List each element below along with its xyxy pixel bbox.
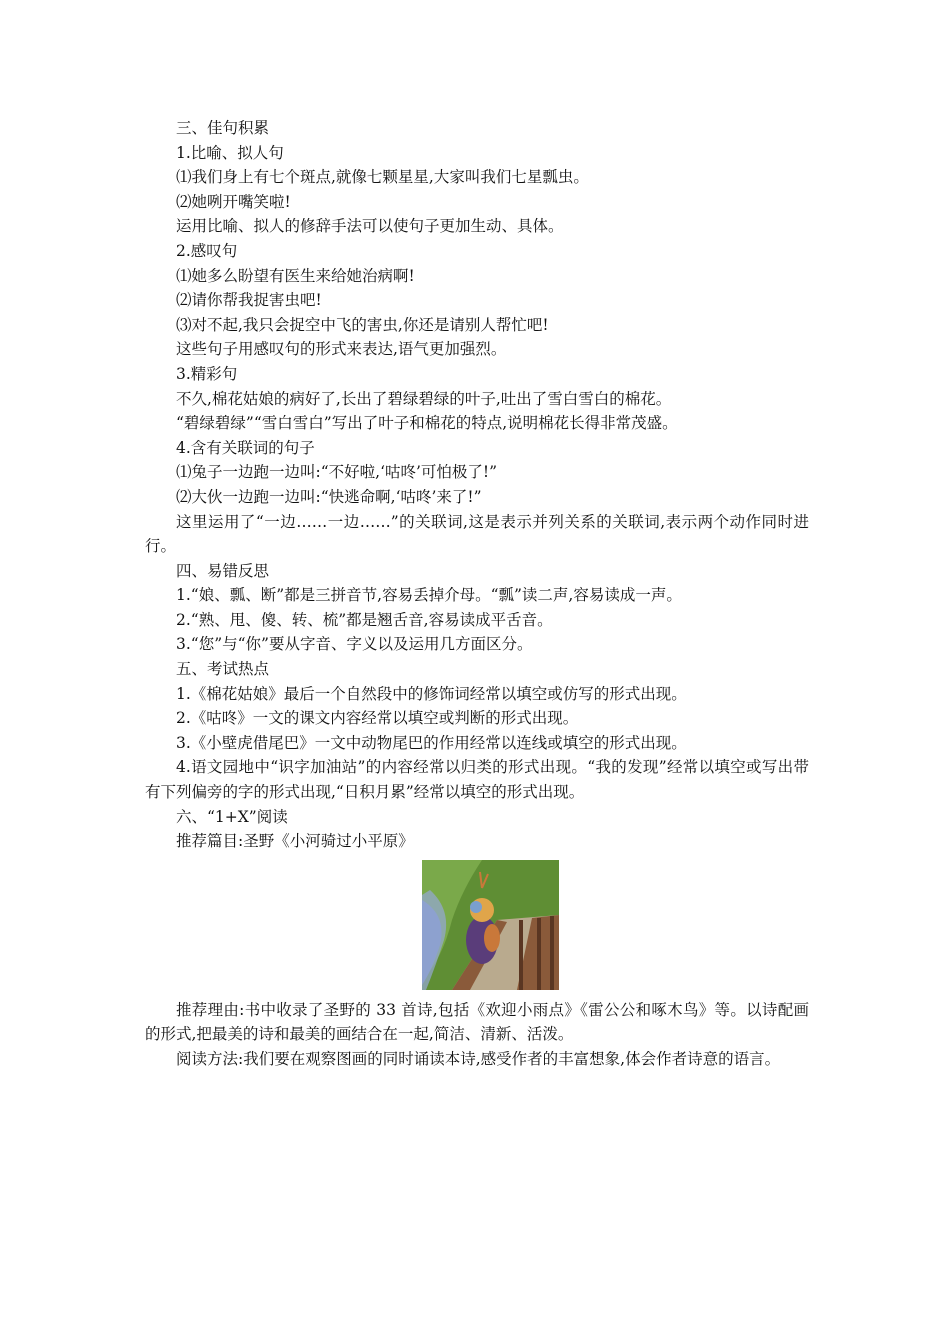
explanation: 这些句子用感叹句的形式来表达,语气更加强烈。 <box>176 340 507 359</box>
example-sentence: ⑵请你帮我捉害虫吧! <box>176 291 322 310</box>
example-sentence: ⑴我们身上有七个斑点,就像七颗星星,大家叫我们七星瓢虫。 <box>176 168 589 187</box>
list-item: 3.《小壁虎借尾巴》一文中动物尾巴的作用经常以连线或填空的形式出现。 <box>176 733 687 752</box>
explanation: “碧绿碧绿”“雪白雪白”写出了叶子和棉花的特点,说明棉花长得非常茂盛。 <box>176 414 678 433</box>
list-item: 4.语文园地中“识字加油站”的内容经常以归类的形式出现。“我的发现”经常以填空或写出带有下列偏旁的字的形式出现,“日积月累”经常以填空的形式出现。 <box>145 758 809 802</box>
subheading: 1.比喻、拟人句 <box>176 143 284 162</box>
document-page <box>145 116 809 1072</box>
explanation: 这里运用了“一边……一边……”的关联词,这是表示并列关系的关联词,表示两个动作同时进行。 <box>145 512 809 556</box>
book-illustration <box>422 860 559 990</box>
example-sentence: ⑵大伙一边跑一边叫:“快逃命啊,‘咕咚’来了!” <box>176 487 482 506</box>
example-sentence: 不久,棉花姑娘的病好了,长出了碧绿碧绿的叶子,吐出了雪白雪白的棉花。 <box>176 389 672 408</box>
example-sentence: ⑵她咧开嘴笑啦! <box>176 192 291 211</box>
list-item: 1.“娘、瓢、断”都是三拼音节,容易丢掉介母。“瓢”读二声,容易读成一声。 <box>176 586 682 605</box>
reading-method: 阅读方法:我们要在观察图画的同时诵读本诗,感受作者的丰富想象,体会作者诗意的语言。 <box>176 1050 781 1068</box>
list-item: 1.《棉花姑娘》最后一个自然段中的修饰词经常以填空或仿写的形式出现。 <box>176 684 687 703</box>
subheading: 3.精彩句 <box>176 364 238 383</box>
section-heading: 四、易错反思 <box>176 561 270 580</box>
subheading: 2.感叹句 <box>176 241 238 260</box>
list-item: 2.《咕咚》一文的课文内容经常以填空或判断的形式出现。 <box>176 709 579 728</box>
section-heading: 五、考试热点 <box>176 660 270 679</box>
recommended-book: 推荐篇目:圣野《小河骑过小平原》 <box>176 832 414 851</box>
section-heading: 六、“1+X”阅读 <box>176 807 288 826</box>
list-item: 2.“熟、甩、傻、转、梳”都是翘舌音,容易读成平舌音。 <box>176 610 553 629</box>
recommendation-reason: 推荐理由:书中收录了圣野的 33 首诗,包括《欢迎小雨点》《雷公公和啄木鸟》等。以诗配画的形式,把最美的诗和最美的画结合在一起,简洁、清新、活泼。 <box>145 1000 809 1044</box>
example-sentence: ⑴她多么盼望有医生来给她治病啊! <box>176 266 415 285</box>
example-sentence: ⑴兔子一边跑一边叫:“不好啦,‘咕咚’可怕极了!” <box>176 463 498 482</box>
list-item: 3.“您”与“你”要从字音、字义以及运用几方面区分。 <box>176 635 533 654</box>
explanation: 运用比喻、拟人的修辞手法可以使句子更加生动、具体。 <box>176 217 564 236</box>
section-heading: 三、佳句积累 <box>176 119 270 137</box>
example-sentence: ⑶对不起,我只会捉空中飞的害虫,你还是请别人帮忙吧! <box>176 315 549 334</box>
subheading: 4.含有关联词的句子 <box>176 438 315 457</box>
